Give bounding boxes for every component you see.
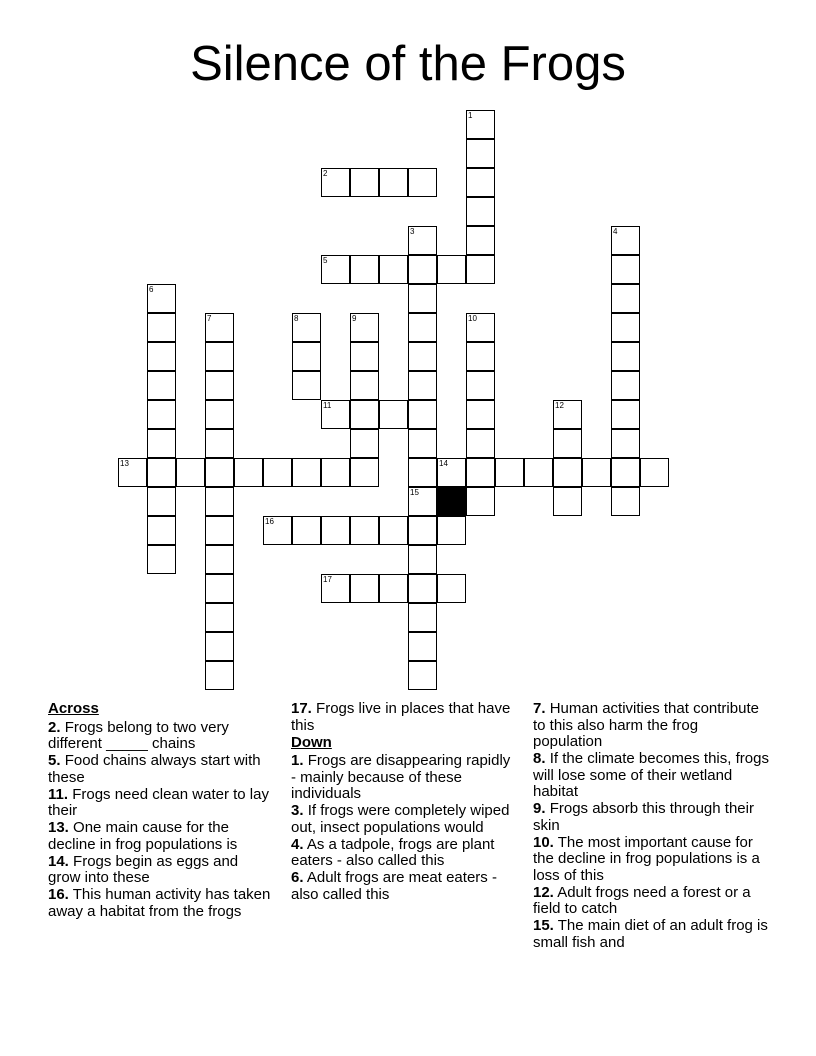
grid-cell[interactable]	[582, 458, 611, 487]
grid-cell[interactable]	[408, 226, 437, 255]
grid-cell[interactable]	[147, 429, 176, 458]
grid-cell[interactable]	[205, 458, 234, 487]
grid-cell[interactable]	[205, 516, 234, 545]
grid-cell[interactable]	[495, 458, 524, 487]
grid-cell[interactable]	[611, 284, 640, 313]
grid-cell[interactable]	[466, 313, 495, 342]
grid-cell[interactable]	[321, 458, 350, 487]
clue-number: 3	[410, 227, 415, 236]
grid-cell[interactable]	[147, 458, 176, 487]
grid-cell[interactable]	[292, 516, 321, 545]
grid-cell[interactable]	[205, 400, 234, 429]
grid-cell[interactable]	[263, 458, 292, 487]
grid-cell[interactable]	[350, 255, 379, 284]
clue-down-8: 8. If the climate becomes this, frogs will lose some of their wetland habitat	[533, 750, 769, 800]
grid-cell[interactable]	[408, 661, 437, 690]
grid-cell[interactable]	[205, 603, 234, 632]
grid-cell[interactable]	[205, 661, 234, 690]
clue-across-14: 14. Frogs begin as eggs and grow into these	[48, 852, 239, 886]
grid-cell[interactable]	[611, 226, 640, 255]
grid-cell[interactable]	[205, 371, 234, 400]
grid-cell[interactable]	[350, 168, 379, 197]
clue-down-10: 10. The most important cause for the decline in frog populations is a loss of this	[533, 833, 760, 884]
grid-cell[interactable]	[611, 313, 640, 342]
grid-cell[interactable]	[408, 545, 437, 574]
grid-cell[interactable]	[437, 458, 466, 487]
grid-cell[interactable]	[321, 400, 350, 429]
grid-cell[interactable]	[611, 255, 640, 284]
grid-cell[interactable]	[466, 371, 495, 400]
black-square	[437, 487, 466, 516]
grid-cell[interactable]	[379, 574, 408, 603]
grid-cell[interactable]	[437, 255, 466, 284]
grid-cell[interactable]	[466, 168, 495, 197]
grid-cell[interactable]	[408, 371, 437, 400]
grid-cell[interactable]	[147, 342, 176, 371]
grid-cell[interactable]	[147, 284, 176, 313]
clue-number: 15	[410, 488, 419, 497]
grid-cell[interactable]	[379, 168, 408, 197]
grid-cell[interactable]	[408, 400, 437, 429]
grid-cell[interactable]	[611, 371, 640, 400]
clue-number: 13	[120, 459, 129, 468]
grid-cell[interactable]	[553, 429, 582, 458]
grid-cell[interactable]	[292, 313, 321, 342]
grid-cell[interactable]	[379, 516, 408, 545]
grid-cell[interactable]	[350, 458, 379, 487]
grid-cell[interactable]	[118, 458, 147, 487]
grid-cell[interactable]	[321, 574, 350, 603]
grid-cell[interactable]	[611, 487, 640, 516]
clue-number: 5	[323, 256, 328, 265]
grid-cell[interactable]	[466, 139, 495, 168]
clues-column-1	[48, 701, 274, 921]
clue-across-2: 2. Frogs belong to two very different _____ chains	[48, 718, 229, 752]
grid-cell[interactable]	[350, 313, 379, 342]
grid-cell[interactable]	[147, 313, 176, 342]
grid-cell[interactable]	[408, 487, 437, 516]
grid-cell[interactable]	[553, 487, 582, 516]
grid-cell[interactable]	[408, 574, 437, 603]
clue-across-16: 16. This human activity has taken away a habitat from the frogs	[48, 886, 271, 920]
grid-cell[interactable]	[611, 342, 640, 371]
clue-number: 4	[613, 227, 618, 236]
grid-cell[interactable]	[408, 313, 437, 342]
grid-cell[interactable]	[408, 255, 437, 284]
grid-cell[interactable]	[466, 226, 495, 255]
grid-cell[interactable]	[611, 400, 640, 429]
grid-cell[interactable]	[553, 400, 582, 429]
clues-column-2	[291, 701, 513, 904]
grid-cell[interactable]	[350, 516, 379, 545]
grid-cell[interactable]	[466, 429, 495, 458]
across-heading: Across	[48, 700, 99, 717]
grid-cell[interactable]	[321, 255, 350, 284]
grid-cell[interactable]	[611, 429, 640, 458]
clue-number: 11	[323, 401, 332, 410]
grid-cell[interactable]	[234, 458, 263, 487]
grid-cell[interactable]	[350, 342, 379, 371]
grid-cell[interactable]	[321, 168, 350, 197]
grid-cell[interactable]	[408, 632, 437, 661]
clue-number: 17	[323, 575, 332, 584]
grid-cell[interactable]	[205, 632, 234, 661]
grid-cell[interactable]	[205, 574, 234, 603]
grid-cell[interactable]	[611, 458, 640, 487]
clue-number: 1	[468, 111, 473, 120]
grid-cell[interactable]	[524, 458, 553, 487]
grid-cell[interactable]	[408, 342, 437, 371]
grid-cell[interactable]	[408, 458, 437, 487]
grid-cell[interactable]	[408, 429, 437, 458]
grid-cell[interactable]	[408, 284, 437, 313]
clue-number: 6	[149, 285, 154, 294]
clue-number: 2	[323, 169, 328, 178]
clue-down-1: 1. Frogs are disappearing rapidly - mainly because of these individuals	[291, 752, 511, 802]
grid-cell[interactable]	[437, 516, 466, 545]
grid-cell[interactable]	[379, 400, 408, 429]
grid-cell[interactable]	[466, 110, 495, 139]
grid-cell[interactable]	[147, 487, 176, 516]
grid-cell[interactable]	[350, 429, 379, 458]
clues-column-3	[533, 701, 769, 952]
clue-number: 8	[294, 314, 299, 323]
grid-cell[interactable]	[205, 545, 234, 574]
grid-cell[interactable]	[205, 342, 234, 371]
grid-cell[interactable]	[205, 313, 234, 342]
clue-across-13: 13. One main cause for the decline in frog populations is	[48, 819, 238, 853]
grid-cell[interactable]	[147, 371, 176, 400]
grid-cell[interactable]	[553, 458, 582, 487]
grid-cell[interactable]	[466, 255, 495, 284]
grid-cell[interactable]	[408, 603, 437, 632]
grid-cell[interactable]	[263, 516, 292, 545]
clue-down-15: 15. The main diet of an adult frog is small fish and	[533, 917, 768, 951]
grid-cell[interactable]	[408, 168, 437, 197]
clue-down-4: 4. As a tadpole, frogs are plant eaters - also called this	[291, 835, 495, 869]
down-heading: Down	[291, 733, 332, 751]
grid-cell[interactable]	[176, 458, 205, 487]
grid-cell[interactable]	[292, 371, 321, 400]
grid-cell[interactable]	[437, 574, 466, 603]
grid-cell[interactable]	[466, 400, 495, 429]
grid-cell[interactable]	[408, 516, 437, 545]
grid-cell[interactable]	[350, 371, 379, 400]
clue-across-11: 11. Frogs need clean water to lay their	[48, 785, 269, 819]
clue-down-6: 6. Adult frogs are meat eaters - also called this	[291, 869, 497, 903]
grid-cell[interactable]	[350, 574, 379, 603]
grid-cell[interactable]	[350, 400, 379, 429]
grid-cell[interactable]	[147, 545, 176, 574]
grid-cell[interactable]	[321, 516, 350, 545]
clue-number: 14	[439, 459, 448, 468]
clue-number: 16	[265, 517, 274, 526]
clue-number: 9	[352, 314, 357, 323]
grid-cell[interactable]	[292, 458, 321, 487]
grid-cell[interactable]	[147, 516, 176, 545]
grid-cell[interactable]	[466, 197, 495, 226]
clue-down-3: 3. If frogs were completely wiped out, insect populations would	[291, 802, 510, 836]
grid-cell[interactable]	[466, 487, 495, 516]
clue-number: 12	[555, 401, 564, 410]
grid-cell[interactable]	[640, 458, 669, 487]
grid-cell[interactable]	[379, 255, 408, 284]
grid-cell[interactable]	[205, 487, 234, 516]
clue-number: 7	[207, 314, 212, 323]
grid-cell[interactable]	[147, 400, 176, 429]
clue-down-9: 9. Frogs absorb this through their skin	[533, 800, 754, 834]
clue-number: 10	[468, 314, 477, 323]
puzzle-title: Silence of the Frogs	[190, 37, 626, 91]
clue-down-12: 12. Adult frogs need a forest or a field to catch	[533, 883, 751, 917]
clue-across-17: 17. Frogs live in places that have this	[291, 700, 511, 734]
grid-cell[interactable]	[205, 429, 234, 458]
grid-cell[interactable]	[292, 342, 321, 371]
grid-cell[interactable]	[466, 342, 495, 371]
grid-cell[interactable]	[466, 458, 495, 487]
clue-down-7: 7. Human activities that contribute to this also harm the frog population	[533, 700, 759, 750]
clue-across-5: 5. Food chains always start with these	[48, 752, 261, 786]
